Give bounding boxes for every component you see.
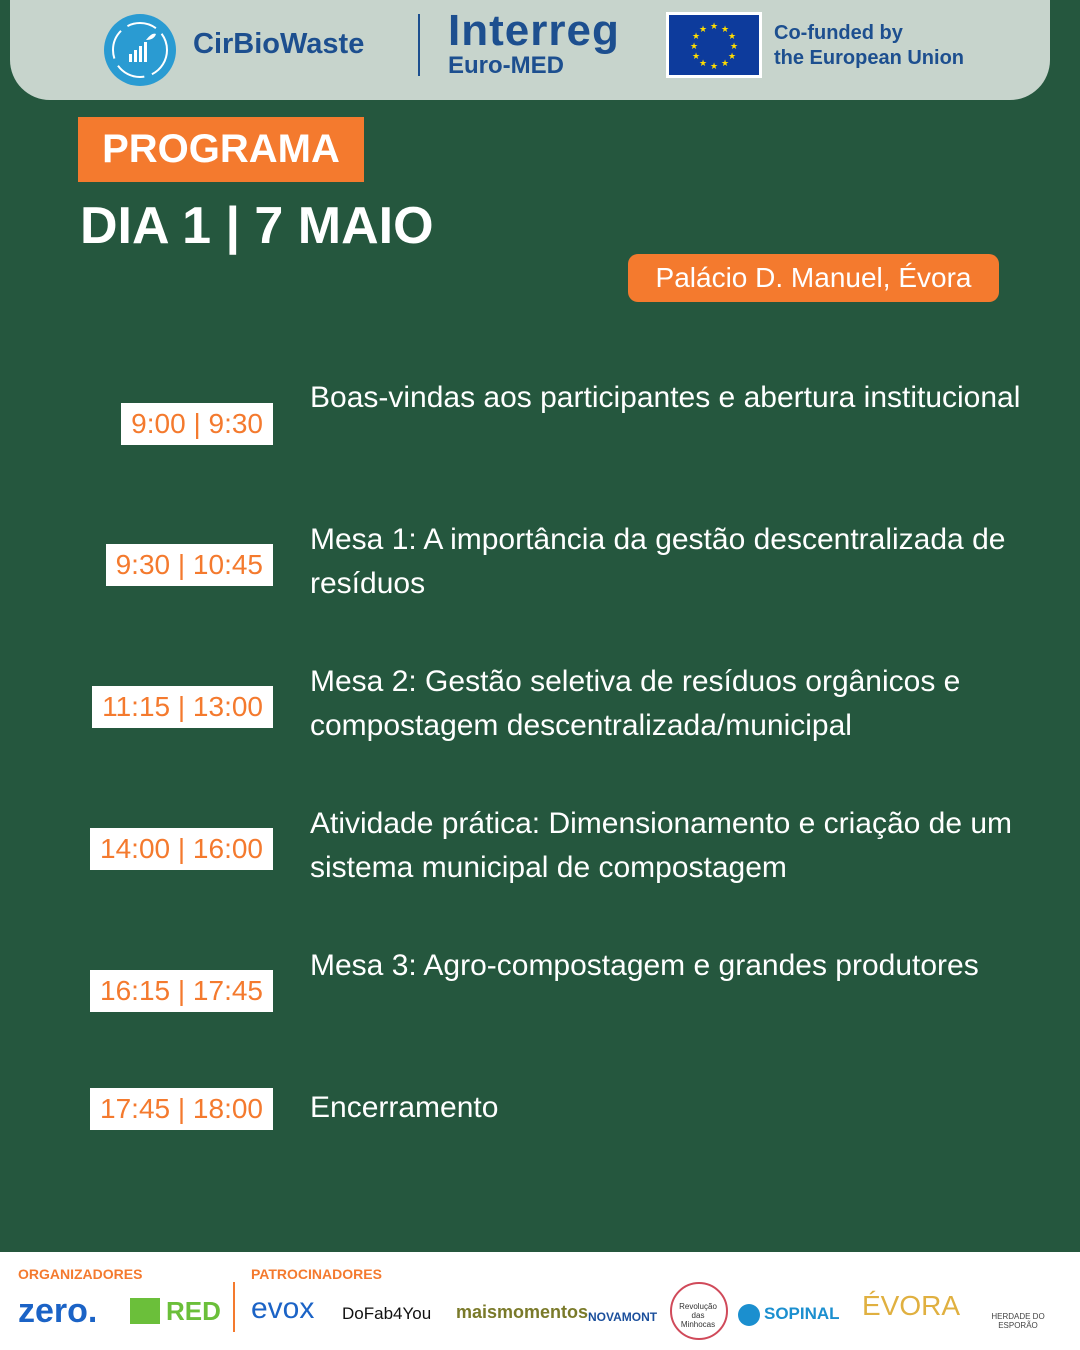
program-sub: Euro-MED [448, 52, 564, 79]
evora-logo: ÉVORA [862, 1290, 961, 1321]
svg-text:★: ★ [720, 25, 730, 35]
session-title: Mesa 3: Agro-compostagem e grandes produtores [310, 949, 979, 982]
programa-badge: PROGRAMA [78, 117, 364, 182]
herdade-esporao-logo: HERDADE DO ESPORÃO [991, 1312, 1045, 1330]
composta-red-logo-icon [130, 1298, 160, 1324]
cofund-line-1: Co-funded by [774, 22, 903, 44]
eu-flag-icon [666, 12, 762, 78]
project-name: CirBioWaste [193, 28, 365, 60]
composta-red-logo: RED [166, 1296, 221, 1326]
day-title: DIA 1 | 7 MAIO [80, 197, 434, 255]
cofund-line-2: the European Union [774, 47, 964, 69]
evox-logo: evox [251, 1292, 315, 1325]
cirbiowaste-logo-icon [102, 12, 178, 88]
svg-text:★: ★ [720, 59, 730, 69]
session-title: Mesa 1: A importância da gestão descentralizada de resíduos [310, 523, 1006, 600]
time-badge: 9:00 | 9:30 [121, 403, 273, 445]
time-badge: 11:15 | 13:00 [92, 686, 273, 728]
zero-logo: zero. [18, 1292, 98, 1330]
svg-text:★: ★ [729, 42, 739, 52]
sopinal-logo-icon [738, 1304, 760, 1326]
svg-text:★: ★ [691, 52, 701, 62]
session-title: Boas-vindas aos participantes e abertura institucional [310, 381, 1021, 414]
session-title: Encerramento [310, 1091, 499, 1124]
maismomentos-logo: maismomentos [456, 1302, 589, 1322]
organizers-label: ORGANIZADORES [18, 1266, 143, 1282]
footer-divider [233, 1282, 235, 1332]
session-title: Mesa 2: Gestão seletiva de resíduos orgânicos e compostagem descentralizada/municipal [310, 665, 961, 742]
time-badge: 16:15 | 17:45 [90, 970, 273, 1012]
program-name: Interreg [448, 6, 620, 55]
svg-text:★: ★ [727, 32, 737, 42]
svg-text:★: ★ [709, 22, 719, 32]
footer-logos [0, 1252, 1080, 1350]
dofab4you-logo: DoFab4You [342, 1304, 432, 1323]
sponsors-label: PATROCINADORES [251, 1266, 382, 1282]
sopinal-logo: SOPINAL [764, 1304, 840, 1323]
svg-text:★: ★ [698, 25, 708, 35]
svg-text:★: ★ [727, 52, 737, 62]
time-badge: 9:30 | 10:45 [106, 544, 273, 586]
session-title: Atividade prática: Dimensionamento e criação de um sistema municipal de compostagem [310, 807, 1013, 884]
revolucao-minhocas-logo: Revolução das Minhocas [679, 1302, 717, 1329]
header-divider [418, 14, 420, 76]
header-banner [10, 0, 1050, 100]
svg-text:★: ★ [698, 59, 708, 69]
time-badge: 17:45 | 18:00 [90, 1088, 273, 1130]
svg-text:★: ★ [709, 62, 719, 72]
svg-text:★: ★ [689, 42, 699, 52]
time-badge: 14:00 | 16:00 [90, 828, 273, 870]
svg-text:★: ★ [691, 32, 701, 42]
novamont-logo: NOVAMONT [588, 1310, 658, 1324]
location-badge: Palácio D. Manuel, Évora [628, 254, 999, 302]
